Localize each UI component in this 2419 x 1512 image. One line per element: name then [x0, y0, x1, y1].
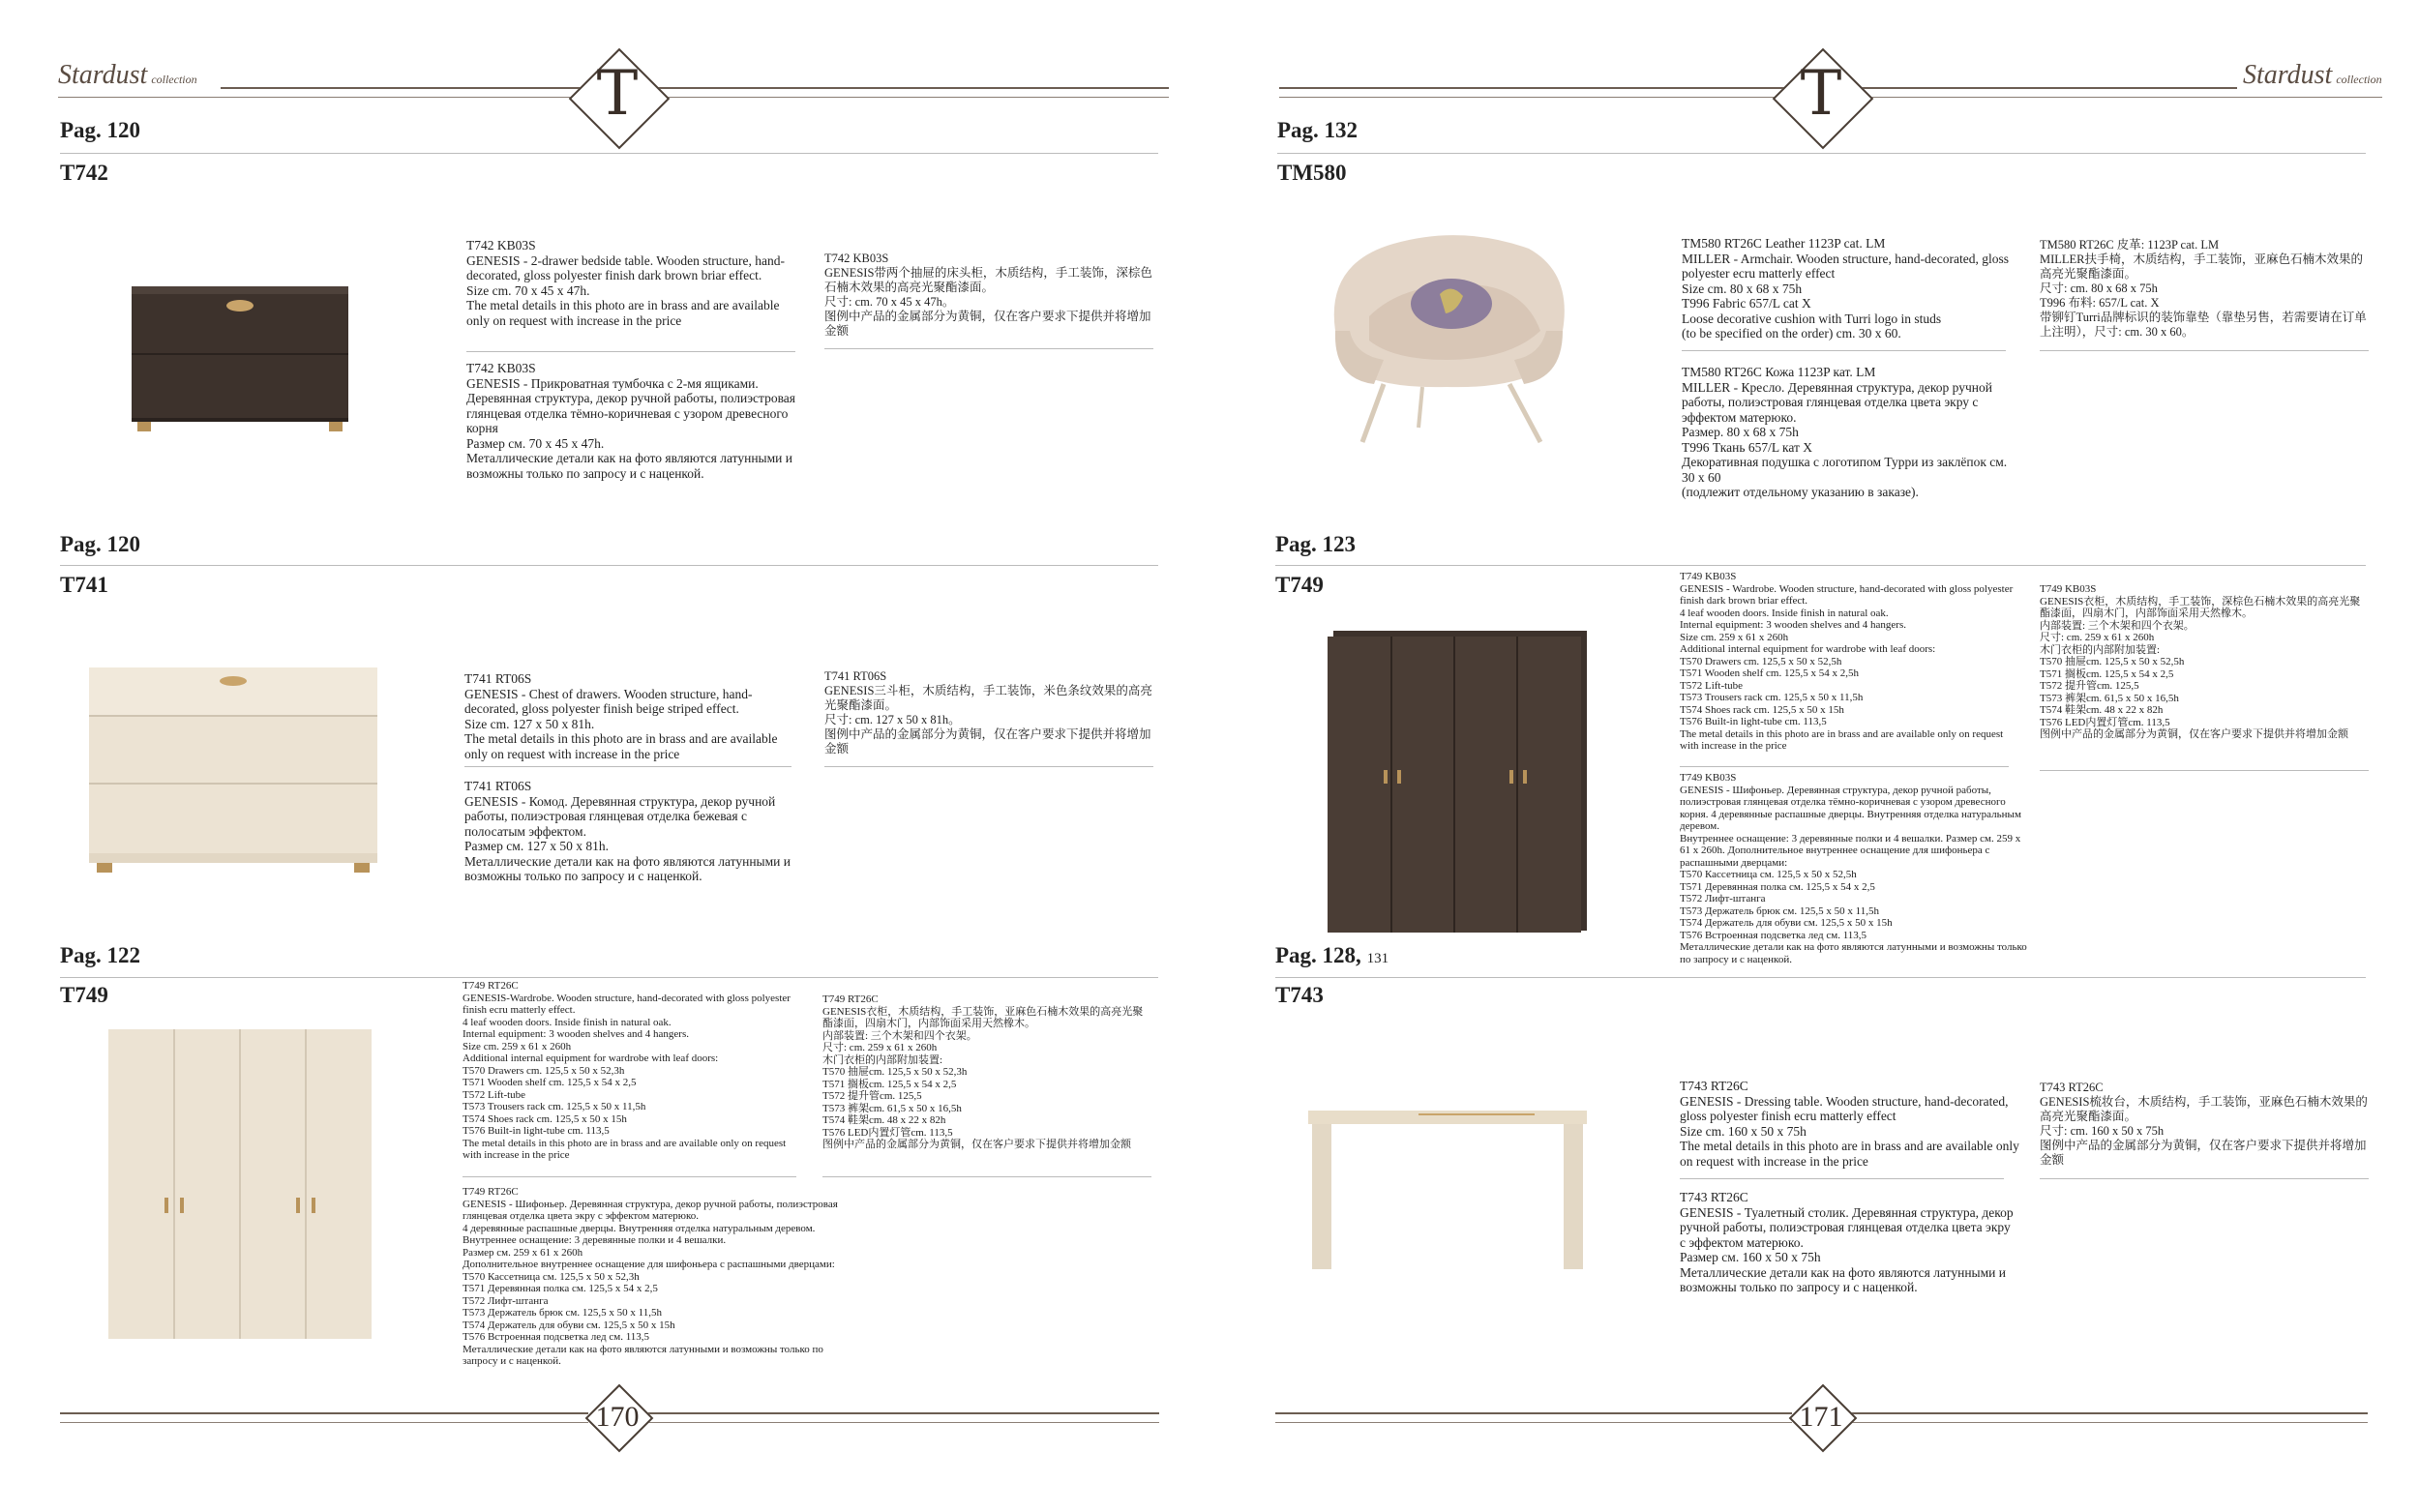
section-rule [60, 565, 1158, 566]
section-rule [60, 977, 1158, 978]
page-ref: Pag. 128, 131 [1275, 943, 1389, 967]
description-ru: TM580 RT26C Кожа 1123P кат. LM MILLER - Кресло. Деревянная структура, декор ручной работы, полиэстровая глянцевая отделка цвета экру с эффектом матерюко. Размер. 80 x 68 x 75h T996 Ткань 657/L кат X Декоративная подушка с логотипом Турри из заклёпок см. 30 x 60 (подлежит отдельному указанию в заказе). [1682, 365, 2008, 499]
footer-rule-left-a [60, 1412, 588, 1414]
page-ref: Pag. 120 [60, 118, 141, 142]
armchair-image [1316, 224, 1577, 447]
divider [2040, 1178, 2369, 1179]
description-en: T749 RT26C GENESIS-Wardrobe. Wooden structure, hand-decorated with gloss polyester finish ecru matterly effect. 4 leaf wooden doors. Inside finish in natural oak. Internal equipment: 3 wooden shelves and 4 hangers. Size cm. 259 x 61 x 260h Additional internal equipment for wardrobe with leaf doors: T570 Drawers cm. 125,5 x 50 x 52,3h T571 Wooden shelf cm. 125,5 x 54 x 2,5 T572 Lift-tube T573 Trousers rack cm. 125,5 x 50 x 11,5h T574 Shoes rack cm. 125,5 x 50 x 15h T576 Built-in light-tube cm. 113,5 The metal details in this photo are in brass and are available only on request with increase in the price [463, 980, 791, 1161]
section-rule [1277, 153, 2366, 154]
section-rule [60, 153, 1158, 154]
description-cn: T743 RT26C GENESIS梳妆台，木质结构，手工装饰，亚麻色石楠木效果的高亮光聚酯漆面。 尺寸: cm. 160 x 50 x 75h 图例中产品的金属部分为黄铜，仅在客户要求下提供并将增加金额 [2040, 1081, 2368, 1167]
dressing-table-image [1302, 1103, 1593, 1277]
description-ru: T749 RT26C GENESIS - Шифоньер. Деревянная структура, декор ручной работы, полиэстровая глянцевая отделка цвета экру с эффектом матерюко. 4 деревянные распашные дверцы. Внутренняя отделка натуральным деревом. Внутреннее оснащение: 3 деревянные полки и 4 вешалки. Размер см. 259 x 61 x 260h Дополнительное внутреннее оснащение для шифоньера с распашными дверцами: T570 Кассетница см. 125,5 x 50 x 52,3h T571 Деревянная полка см. 125,5 x 54 x 2,5 T572 Лифт-штанга T573 Держатель брюк см. 125,5 x 50 x 11,5h T574 Держатель для обуви см. 125,5 x 50 x 15h T576 Встроенная подсветка лед см. 113,5 Металлические детали как на фото являются латунными и возможны только по запросу и с наценкой. [463, 1186, 838, 1367]
section-rule [1275, 977, 2366, 978]
footer-rule-left-c [646, 1412, 1159, 1414]
page-ref: Pag. 132 [1277, 118, 1359, 142]
description-en: T749 KB03S GENESIS - Wardrobe. Wooden structure, hand-decorated with gloss polyester finish dark brown briar effect. 4 leaf wooden doors. Inside finish in natural oak. Internal equipment: 3 wooden shelves and 4 hangers. Size cm. 259 x 61 x 260h Additional internal equipment for wardrobe with leaf doors: T570 Drawers cm. 125,5 x 50 x 52,5h T571 Wooden shelf cm. 125,5 x 54 x 2,5h T572 Lift-tube T573 Trousers rack cm. 125,5 x 50 x 11,5h T574 Shoes rack cm. 125,5 x 50 x 15h T576 Built-in light-tube cm. 113,5 The metal details in this photo are in brass and are available only on request with increase in the price [1680, 571, 2014, 752]
divider [822, 1176, 1151, 1177]
header-rule-left-a [221, 87, 588, 89]
footer-rule-left-d [646, 1422, 1159, 1423]
product-code: T741 [60, 573, 108, 597]
product-code: T742 [60, 161, 108, 185]
description-ru: T743 RT26C GENESIS - Туалетный столик. Деревянная структура, декор ручной работы, полиэстровая глянцевая отделка цвета экру с эффектом матерюко. Размер см. 160 x 50 x 75h Металлические детали как на фото являются латунными и возможны только по запросу и с наценкой. [1680, 1190, 2014, 1294]
turri-t-letter-right: T [1800, 58, 1842, 130]
divider [466, 351, 795, 352]
header-rule-left-b [58, 97, 588, 98]
bedside-table-image [124, 273, 356, 437]
footer-rule-left-b [60, 1422, 588, 1423]
brand-logo-left: Stardust collection [58, 60, 197, 90]
product-code: TM580 [1277, 161, 1347, 185]
wardrobe-dark-image [1324, 627, 1595, 936]
description-en: T742 KB03S GENESIS - 2-drawer bedside table. Wooden structure, hand-decorated, gloss polyester finish dark brown briar effect. Size cm. 70 x 45 x 47h. The metal details in this photo are in brass and are available only on request with increase in the price [466, 238, 785, 328]
footer-rule-right-b [1275, 1422, 1792, 1423]
page-ref: Pag. 123 [1275, 532, 1357, 556]
description-cn: TM580 RT26C 皮革: 1123P cat. LM MILLER扶手椅，木质结构，手工装饰，亚麻色石楠木效果的高亮光聚酯漆面。 尺寸: cm. 80 x 68 x 75h T996 布料: 657/L cat. X 带铆钉Turri品牌标识的装饰靠垫（靠垫另售，若需要请在订单上注明），尺寸: cm. 30 x 60。 [2040, 238, 2367, 339]
description-en: T743 RT26C GENESIS - Dressing table. Wooden structure, hand-decorated, gloss polyester finish ecru matterly effect Size cm. 160 x 50 x 75h The metal details in this photo are in brass and are available only on request with increase in the price [1680, 1079, 2019, 1169]
chest-of-drawers-image [83, 664, 383, 876]
footer-rule-right-d [1850, 1422, 2368, 1423]
description-cn: T741 RT06S GENESIS三斗柜，木质结构，手工装饰，米色条纹效果的高亮光聚酯漆面。 尺寸: cm. 127 x 50 x 81h。 图例中产品的金属部分为黄铜，仅在客户要求下提供并将增加金额 [824, 669, 1152, 756]
description-en: TM580 RT26C Leather 1123P cat. LM MILLER - Armchair. Wooden structure, hand-decorated, gloss polyester ecru matterly effect Size cm. 80 x 68 x 75h T996 Fabric 657/L cat X Loose decorative cushion with Turri logo in studs (to be specified on the order) cm. 30 x 60. [1682, 236, 2009, 341]
turri-t-letter-left: T [596, 58, 639, 130]
product-code: T749 [60, 983, 108, 1007]
description-ru: T742 KB03S GENESIS - Прикроватная тумбочка с 2-мя ящиками. Деревянная структура, декор ручной работы, полиэстровая глянцевая отделка тёмно-коричневая с узором древесного корня Размер см. 70 x 45 x 47h. Металлические детали как на фото являются латунными и возможны только по запросу и с наценкой. [466, 361, 795, 481]
divider [1680, 1178, 2004, 1179]
header-rule-right-b [1279, 97, 1792, 98]
divider [824, 766, 1153, 767]
page-ref: Pag. 120 [60, 532, 141, 556]
divider [2040, 350, 2369, 351]
page-number: 171 [1799, 1401, 1843, 1433]
divider [2040, 770, 2369, 771]
brand-logo-right: Stardust collection [2243, 60, 2382, 90]
page-ref: Pag. 122 [60, 943, 141, 967]
divider [824, 348, 1153, 349]
product-code: T743 [1275, 983, 1324, 1007]
header-rule-right-a [1279, 87, 1792, 89]
description-cn: T742 KB03S GENESIS带两个抽屉的床头柜，木质结构，手工装饰，深棕色石楠木效果的高亮光聚酯漆面。 尺寸: cm. 70 x 45 x 47h。 图例中产品的金属部分为黄铜，仅在客户要求下提供并将增加金额 [824, 252, 1152, 338]
footer-rule-right-c [1850, 1412, 2368, 1414]
header-rule-right-c [1850, 87, 2237, 89]
divider [464, 766, 791, 767]
divider [1682, 350, 2006, 351]
page-number: 170 [595, 1401, 640, 1433]
divider [463, 1176, 796, 1177]
description-ru: T749 KB03S GENESIS - Шифоньер. Деревянная структура, декор ручной работы, полиэстровая глянцевая отделка тёмно-коричневая с узором древесного корня. 4 деревянные распашные дверцы. Внутренняя отделка натуральным деревом. Внутреннее оснащение: 3 деревянные полки и 4 вешалки. Размер см. 259 x 61 x 260h. Дополнительное внутреннее оснащение для шифоньера с распашными дверцами: T570 Кассетница см. 125,5 x 50 x 52,5h T571 Деревянная полка см. 125,5 x 54 x 2,5 T572 Лифт-штанга T573 Держатель брюк см. 125,5 x 50 x 11,5h T574 Держатель для обуви см. 125,5 x 50 x 15h T576 Встроенная подсветка лед см. 113,5 Металлические детали как на фото являются латунными и возможны только по запросу и с наценкой. [1680, 772, 2027, 965]
divider [1680, 766, 2009, 767]
description-en: T741 RT06S GENESIS - Chest of drawers. Wooden structure, hand-decorated, gloss polyester finish beige striped effect. Size cm. 127 x 50 x 81h. The metal details in this photo are in brass and are available only on request with increase in the price [464, 671, 778, 761]
description-cn: T749 KB03S GENESIS衣柜，木质结构，手工装饰，深棕色石楠木效果的高亮光聚酯漆面，四扇木门，内部饰面采用天然橡木。 内部装置: 三个木架和四个衣架。 尺寸: cm. 259 x 61 x 260h 木门衣柜的内部附加装置: T570 抽屉cm. 125,5 x 50 x 52,5h T571 搁板cm. 125,5 x 54 x 2,5 T572 提升管cm. 125,5 T573 裤架cm. 61,5 x 50 x 16,5h T574 鞋架cm. 48 x 22 x 82h T576 LED内置灯管cm. 113,5 图例中产品的金属部分为黄铜，仅在客户要求下提供并将增加金额 [2040, 583, 2361, 740]
product-code: T749 [1275, 573, 1324, 597]
wardrobe-ecru-image [105, 1025, 375, 1345]
header-rule-right-d [1850, 97, 2382, 98]
section-rule [1275, 565, 2366, 566]
description-cn: T749 RT26C GENESIS衣柜，木质结构，手工装饰，亚麻色石楠木效果的高亮光聚酯漆面，四扇木门，内部饰面采用天然橡木。 内部装置: 三个木架和四个衣架。 尺寸: cm. 259 x 61 x 260h 木门衣柜的内部附加装置: T570 抽屉cm. 125,5 x 50 x 52,3h T571 搁板cm. 125,5 x 54 x 2,5 T572 提升管cm. 125,5 T573 裤架cm. 61,5 x 50 x 16,5h T574 鞋架cm. 48 x 22 x 82h T576 LED内置灯管cm. 113,5 图例中产品的金属部分为黄铜，仅在客户要求下提供并将增加金额 [822, 993, 1144, 1150]
header-rule-left-c [646, 87, 1169, 89]
footer-rule-right-a [1275, 1412, 1792, 1414]
header-rule-left-d [646, 97, 1169, 98]
description-ru: T741 RT06S GENESIS - Комод. Деревянная структура, декор ручной работы, полиэстровая глянцевая отделка бежевая с полосатым эффектом. Размер см. 127 x 50 x 81h. Металлические детали как на фото являются латунными и возможны только по запросу и с наценкой. [464, 779, 791, 883]
